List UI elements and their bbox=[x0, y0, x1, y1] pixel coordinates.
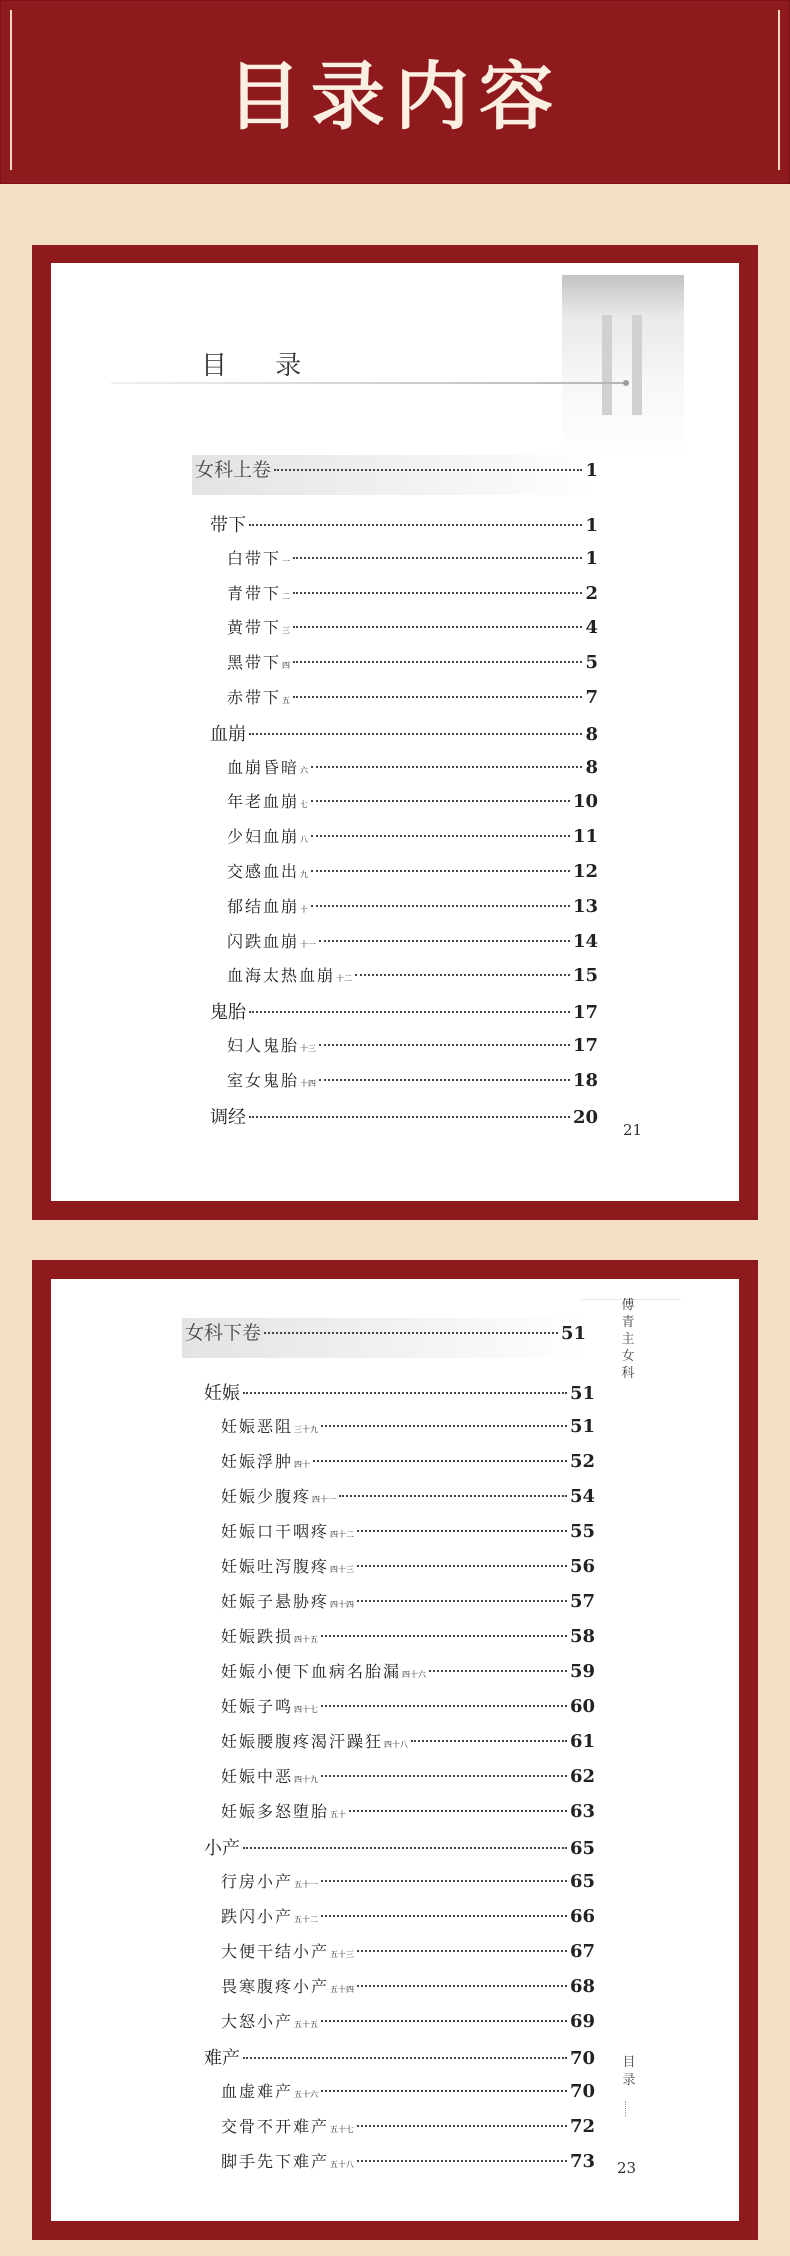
toc-entry bbox=[227, 824, 598, 847]
entry-number: 二 bbox=[282, 591, 291, 601]
entry-title: 脚手先下难产 bbox=[221, 2152, 330, 2171]
entry-title: 妊娠少腹疼 bbox=[221, 1487, 312, 1506]
toc-heading: 目 录 bbox=[201, 351, 322, 381]
entry-page: 8 bbox=[585, 756, 598, 778]
pavilion-illustration bbox=[562, 275, 684, 455]
leader-dots bbox=[339, 1495, 567, 1497]
entry-title: 妊娠子悬胁疼 bbox=[221, 1592, 330, 1611]
entry-title: 血崩 bbox=[210, 723, 246, 745]
toc-page-frame-1 bbox=[32, 245, 758, 1220]
toc-entry bbox=[210, 511, 598, 537]
entry-page: 13 bbox=[572, 895, 598, 917]
entry-title: 妊娠小便下血病名胎漏 bbox=[221, 1662, 402, 1681]
entry-title: 鬼胎 bbox=[210, 1002, 246, 1024]
leader-dots bbox=[429, 1670, 567, 1672]
entry-number: 四十四 bbox=[330, 1600, 355, 1609]
entry-title: 黄带下 bbox=[227, 618, 282, 638]
leader-dots bbox=[243, 2057, 567, 2059]
entry-title: 妊娠 bbox=[204, 1383, 240, 1404]
entry-page: 1 bbox=[585, 547, 598, 569]
entry-number: 十三 bbox=[300, 1044, 317, 1053]
toc-entry bbox=[227, 1033, 598, 1056]
toc-entry bbox=[221, 1519, 595, 1542]
toc-entry bbox=[221, 2079, 595, 2102]
entry-title: 大便干结小产 bbox=[221, 1942, 330, 1961]
entry-number: 五十四 bbox=[330, 1985, 355, 1994]
entry-page: 52 bbox=[569, 1451, 595, 1472]
entry-title: 大怒小产 bbox=[221, 2012, 294, 2031]
leader-dots bbox=[357, 1565, 567, 1567]
entry-title: 妇人鬼胎 bbox=[227, 1036, 300, 1055]
entry-page: 17 bbox=[572, 1002, 598, 1024]
toc-entry bbox=[221, 1449, 595, 1472]
entry-number: 十一 bbox=[300, 939, 317, 949]
entry-number: 五十八 bbox=[330, 2160, 355, 2169]
entry-title: 赤带下 bbox=[227, 688, 282, 707]
volume-header-lower bbox=[182, 1318, 586, 1358]
toc-entry bbox=[221, 1414, 595, 1437]
toc-entry bbox=[221, 2149, 595, 2172]
toc-page-1 bbox=[51, 263, 739, 1201]
toc-entry bbox=[221, 1904, 595, 1927]
leader-dots bbox=[249, 1011, 570, 1013]
entry-number: 九 bbox=[300, 870, 309, 879]
entry-title: 妊娠腰腹疼渴汗躁狂 bbox=[221, 1732, 384, 1751]
entry-page: 73 bbox=[569, 2151, 595, 2172]
entry-number: 四十二 bbox=[330, 1530, 355, 1539]
entry-page: 56 bbox=[569, 1556, 595, 1577]
leader-dots bbox=[249, 1116, 570, 1118]
leader-dots bbox=[321, 2020, 567, 2022]
entry-title: 妊娠恶阻 bbox=[221, 1417, 294, 1436]
entry-number: 四十三 bbox=[330, 1565, 355, 1574]
entry-page: 66 bbox=[569, 1906, 595, 1927]
leader-dots bbox=[249, 733, 582, 735]
leader-dots bbox=[311, 766, 582, 768]
entry-page: 61 bbox=[569, 1731, 595, 1752]
leader-dots bbox=[243, 1847, 567, 1849]
entry-title: 郁结血崩 bbox=[227, 896, 300, 916]
toc-entry bbox=[210, 998, 598, 1024]
toc-entry bbox=[221, 1589, 595, 1612]
toc-entry bbox=[221, 1869, 595, 1892]
leader-dots bbox=[293, 592, 582, 594]
leader-dots bbox=[321, 1880, 567, 1882]
entry-title: 青带下 bbox=[227, 583, 282, 603]
entry-number: 四 bbox=[282, 661, 291, 671]
entry-title: 调经 bbox=[210, 1106, 246, 1128]
leader-dots bbox=[293, 661, 582, 663]
entry-number: 五十七 bbox=[330, 2125, 355, 2134]
entry-page: 20 bbox=[572, 1106, 598, 1128]
page-number: 21 bbox=[623, 1121, 643, 1139]
leader-dots bbox=[249, 524, 582, 526]
toc-entry bbox=[221, 1659, 595, 1682]
leader-dots bbox=[293, 626, 582, 628]
entry-title: 跌闪小产 bbox=[221, 1907, 294, 1926]
entry-number: 三十九 bbox=[294, 1425, 319, 1434]
entry-page: 65 bbox=[569, 1838, 595, 1859]
entry-number: 三 bbox=[282, 626, 291, 636]
entry-page: 5 bbox=[585, 652, 598, 674]
toc-page-frame-2 bbox=[32, 1260, 758, 2240]
entry-title: 少妇血崩 bbox=[227, 827, 300, 847]
entry-page: 58 bbox=[569, 1626, 595, 1647]
entry-title: 妊娠多怒堕胎 bbox=[221, 1802, 330, 1821]
book-title-vertical: 傅青主女科 bbox=[621, 1298, 635, 1381]
entry-title: 畏寒腹疼小产 bbox=[221, 1977, 330, 1996]
entry-title: 血海太热血崩 bbox=[227, 966, 336, 986]
banner-title: 目录内容 bbox=[227, 54, 563, 140]
toc-entry bbox=[221, 1939, 595, 1962]
volume-page: 1 bbox=[585, 460, 598, 481]
entry-page: 65 bbox=[569, 1871, 595, 1892]
entry-page: 2 bbox=[585, 582, 598, 604]
toc-entry bbox=[227, 615, 598, 638]
entry-number: 六 bbox=[300, 765, 309, 775]
leader-dots bbox=[321, 1425, 567, 1427]
leader-dots bbox=[319, 1079, 570, 1081]
entry-page: 69 bbox=[569, 2011, 595, 2032]
leader-dots bbox=[243, 1392, 567, 1394]
toc-entry bbox=[210, 1103, 598, 1129]
toc-entry bbox=[204, 1379, 595, 1405]
leader-dots bbox=[321, 1775, 567, 1777]
volume-title: 女科上卷 bbox=[195, 459, 272, 481]
leader-dots bbox=[357, 2125, 567, 2127]
leader-dots bbox=[357, 2160, 567, 2162]
entry-title: 黑带下 bbox=[227, 653, 282, 673]
entry-page: 1 bbox=[585, 515, 598, 536]
entry-number: 四十九 bbox=[294, 1775, 319, 1784]
leader-dots bbox=[321, 1635, 567, 1637]
entry-page: 67 bbox=[569, 1941, 595, 1962]
leader-dots bbox=[311, 870, 570, 872]
leader-dots bbox=[313, 1460, 567, 1462]
toc-entry bbox=[227, 929, 598, 952]
toc-entry bbox=[204, 2044, 595, 2070]
entry-page: 15 bbox=[572, 965, 598, 987]
entry-title: 难产 bbox=[204, 2048, 240, 2069]
entry-number: 五十三 bbox=[330, 1950, 355, 1959]
toc-page-2 bbox=[51, 1279, 739, 2221]
volume-title: 女科下卷 bbox=[185, 1322, 262, 1344]
entry-number: 一 bbox=[282, 556, 291, 566]
entry-page: 60 bbox=[569, 1696, 595, 1717]
toc-entry bbox=[221, 2009, 595, 2032]
entry-title: 年老血崩 bbox=[227, 792, 300, 812]
entry-title: 妊娠跌损 bbox=[221, 1627, 294, 1646]
entry-page: 51 bbox=[569, 1383, 595, 1404]
entry-title: 妊娠吐泻腹疼 bbox=[221, 1557, 330, 1576]
heading-rule bbox=[111, 382, 626, 384]
entry-number: 十四 bbox=[300, 1078, 317, 1088]
side-mark-label: 目录 bbox=[622, 2055, 636, 2088]
entry-number: 五十二 bbox=[294, 1915, 319, 1924]
entry-page: 54 bbox=[569, 1486, 595, 1507]
toc-entry bbox=[221, 1764, 595, 1787]
toc-entry bbox=[221, 2114, 595, 2137]
entry-number: 五十五 bbox=[294, 2020, 319, 2029]
entry-number: 五十六 bbox=[294, 2090, 319, 2099]
entry-title: 闪跌血崩 bbox=[227, 931, 300, 951]
entry-page: 7 bbox=[585, 687, 598, 708]
toc-entry bbox=[221, 1554, 595, 1577]
entry-title: 妊娠子鸣 bbox=[221, 1697, 294, 1716]
entry-page: 70 bbox=[569, 2081, 595, 2102]
leader-dots bbox=[311, 835, 570, 837]
toc-entry bbox=[221, 1484, 595, 1507]
entry-number: 七 bbox=[300, 800, 309, 810]
entry-page: 51 bbox=[569, 1416, 595, 1437]
entry-title: 小产 bbox=[204, 1838, 240, 1859]
leader-dots bbox=[357, 1530, 567, 1532]
leader-dots bbox=[349, 1810, 567, 1812]
entry-number: 四十八 bbox=[384, 1740, 409, 1749]
entry-page: 10 bbox=[572, 791, 598, 813]
entry-title: 交感血出 bbox=[227, 862, 300, 881]
entry-title: 血崩昏暗 bbox=[227, 757, 300, 777]
entry-page: 72 bbox=[569, 2116, 595, 2137]
side-ornament bbox=[625, 2101, 634, 2117]
toc-entry bbox=[221, 1974, 595, 1997]
toc-entry bbox=[221, 1799, 595, 1822]
toc-entry bbox=[227, 1068, 598, 1091]
toc-entry bbox=[204, 1834, 595, 1860]
entry-number: 四十 bbox=[294, 1460, 311, 1469]
volume-header-upper bbox=[192, 455, 598, 495]
entry-page: 68 bbox=[569, 1976, 595, 1997]
entry-title: 带下 bbox=[210, 515, 246, 536]
entry-page: 14 bbox=[572, 930, 598, 952]
entry-page: 55 bbox=[569, 1521, 595, 1542]
leader-dots bbox=[319, 940, 570, 942]
entry-page: 63 bbox=[569, 1801, 595, 1822]
entry-title: 血虚难产 bbox=[221, 2082, 294, 2101]
toc-entry bbox=[227, 859, 598, 882]
entry-number: 四十六 bbox=[402, 1670, 427, 1679]
toc-entry bbox=[227, 789, 598, 812]
entry-number: 四十一 bbox=[312, 1495, 337, 1504]
entry-title: 交骨不开难产 bbox=[221, 2117, 330, 2136]
entry-title: 妊娠浮肿 bbox=[221, 1452, 294, 1471]
entry-title: 室女鬼胎 bbox=[227, 1070, 300, 1090]
leader-dots bbox=[357, 1985, 567, 1987]
entry-number: 五 bbox=[282, 696, 291, 705]
leader-dots bbox=[293, 557, 582, 559]
header-banner bbox=[0, 0, 790, 184]
entry-title: 白带下 bbox=[227, 548, 282, 568]
entry-title: 妊娠口干咽疼 bbox=[221, 1522, 330, 1541]
leader-dots bbox=[293, 696, 582, 698]
entry-number: 四十七 bbox=[294, 1705, 319, 1714]
leader-dots bbox=[357, 1600, 567, 1602]
entry-number: 八 bbox=[300, 835, 309, 845]
volume-page: 51 bbox=[560, 1323, 586, 1344]
leader-dots bbox=[321, 1705, 567, 1707]
entry-title: 妊娠中恶 bbox=[221, 1767, 294, 1786]
entry-number: 四十五 bbox=[294, 1635, 319, 1644]
entry-page: 70 bbox=[569, 2048, 595, 2069]
leader-dots bbox=[311, 800, 570, 802]
toc-entry bbox=[221, 1624, 595, 1647]
leader-dots bbox=[311, 905, 570, 907]
entry-page: 12 bbox=[572, 861, 598, 882]
toc-entry bbox=[227, 894, 598, 917]
entry-page: 57 bbox=[569, 1591, 595, 1612]
toc-entry bbox=[227, 546, 598, 569]
toc-entry bbox=[221, 1729, 595, 1752]
entry-page: 8 bbox=[585, 723, 598, 745]
toc-entry bbox=[210, 720, 598, 746]
entry-page: 17 bbox=[572, 1035, 598, 1056]
entry-number: 十二 bbox=[336, 974, 353, 984]
entry-page: 11 bbox=[572, 826, 598, 848]
entry-page: 4 bbox=[585, 617, 598, 639]
entry-number: 十 bbox=[300, 904, 309, 914]
toc-entry bbox=[227, 963, 598, 986]
leader-dots bbox=[411, 1740, 567, 1742]
page-number: 23 bbox=[617, 2159, 637, 2177]
leader-dots bbox=[321, 1915, 567, 1917]
toc-entry bbox=[221, 1694, 595, 1717]
toc-entry bbox=[227, 581, 598, 604]
toc-entry bbox=[227, 650, 598, 673]
toc-entry bbox=[227, 685, 598, 708]
leader-dots bbox=[355, 974, 570, 976]
entry-number: 五十一 bbox=[294, 1880, 319, 1889]
entry-page: 18 bbox=[572, 1069, 598, 1091]
entry-page: 62 bbox=[569, 1766, 595, 1787]
leader-dots bbox=[321, 2090, 567, 2092]
entry-number: 五十 bbox=[330, 1810, 347, 1819]
leader-dots bbox=[319, 1044, 570, 1046]
leader-dots bbox=[357, 1950, 567, 1952]
toc-entry bbox=[227, 755, 598, 778]
entry-page: 59 bbox=[569, 1661, 595, 1682]
entry-title: 行房小产 bbox=[221, 1872, 294, 1891]
